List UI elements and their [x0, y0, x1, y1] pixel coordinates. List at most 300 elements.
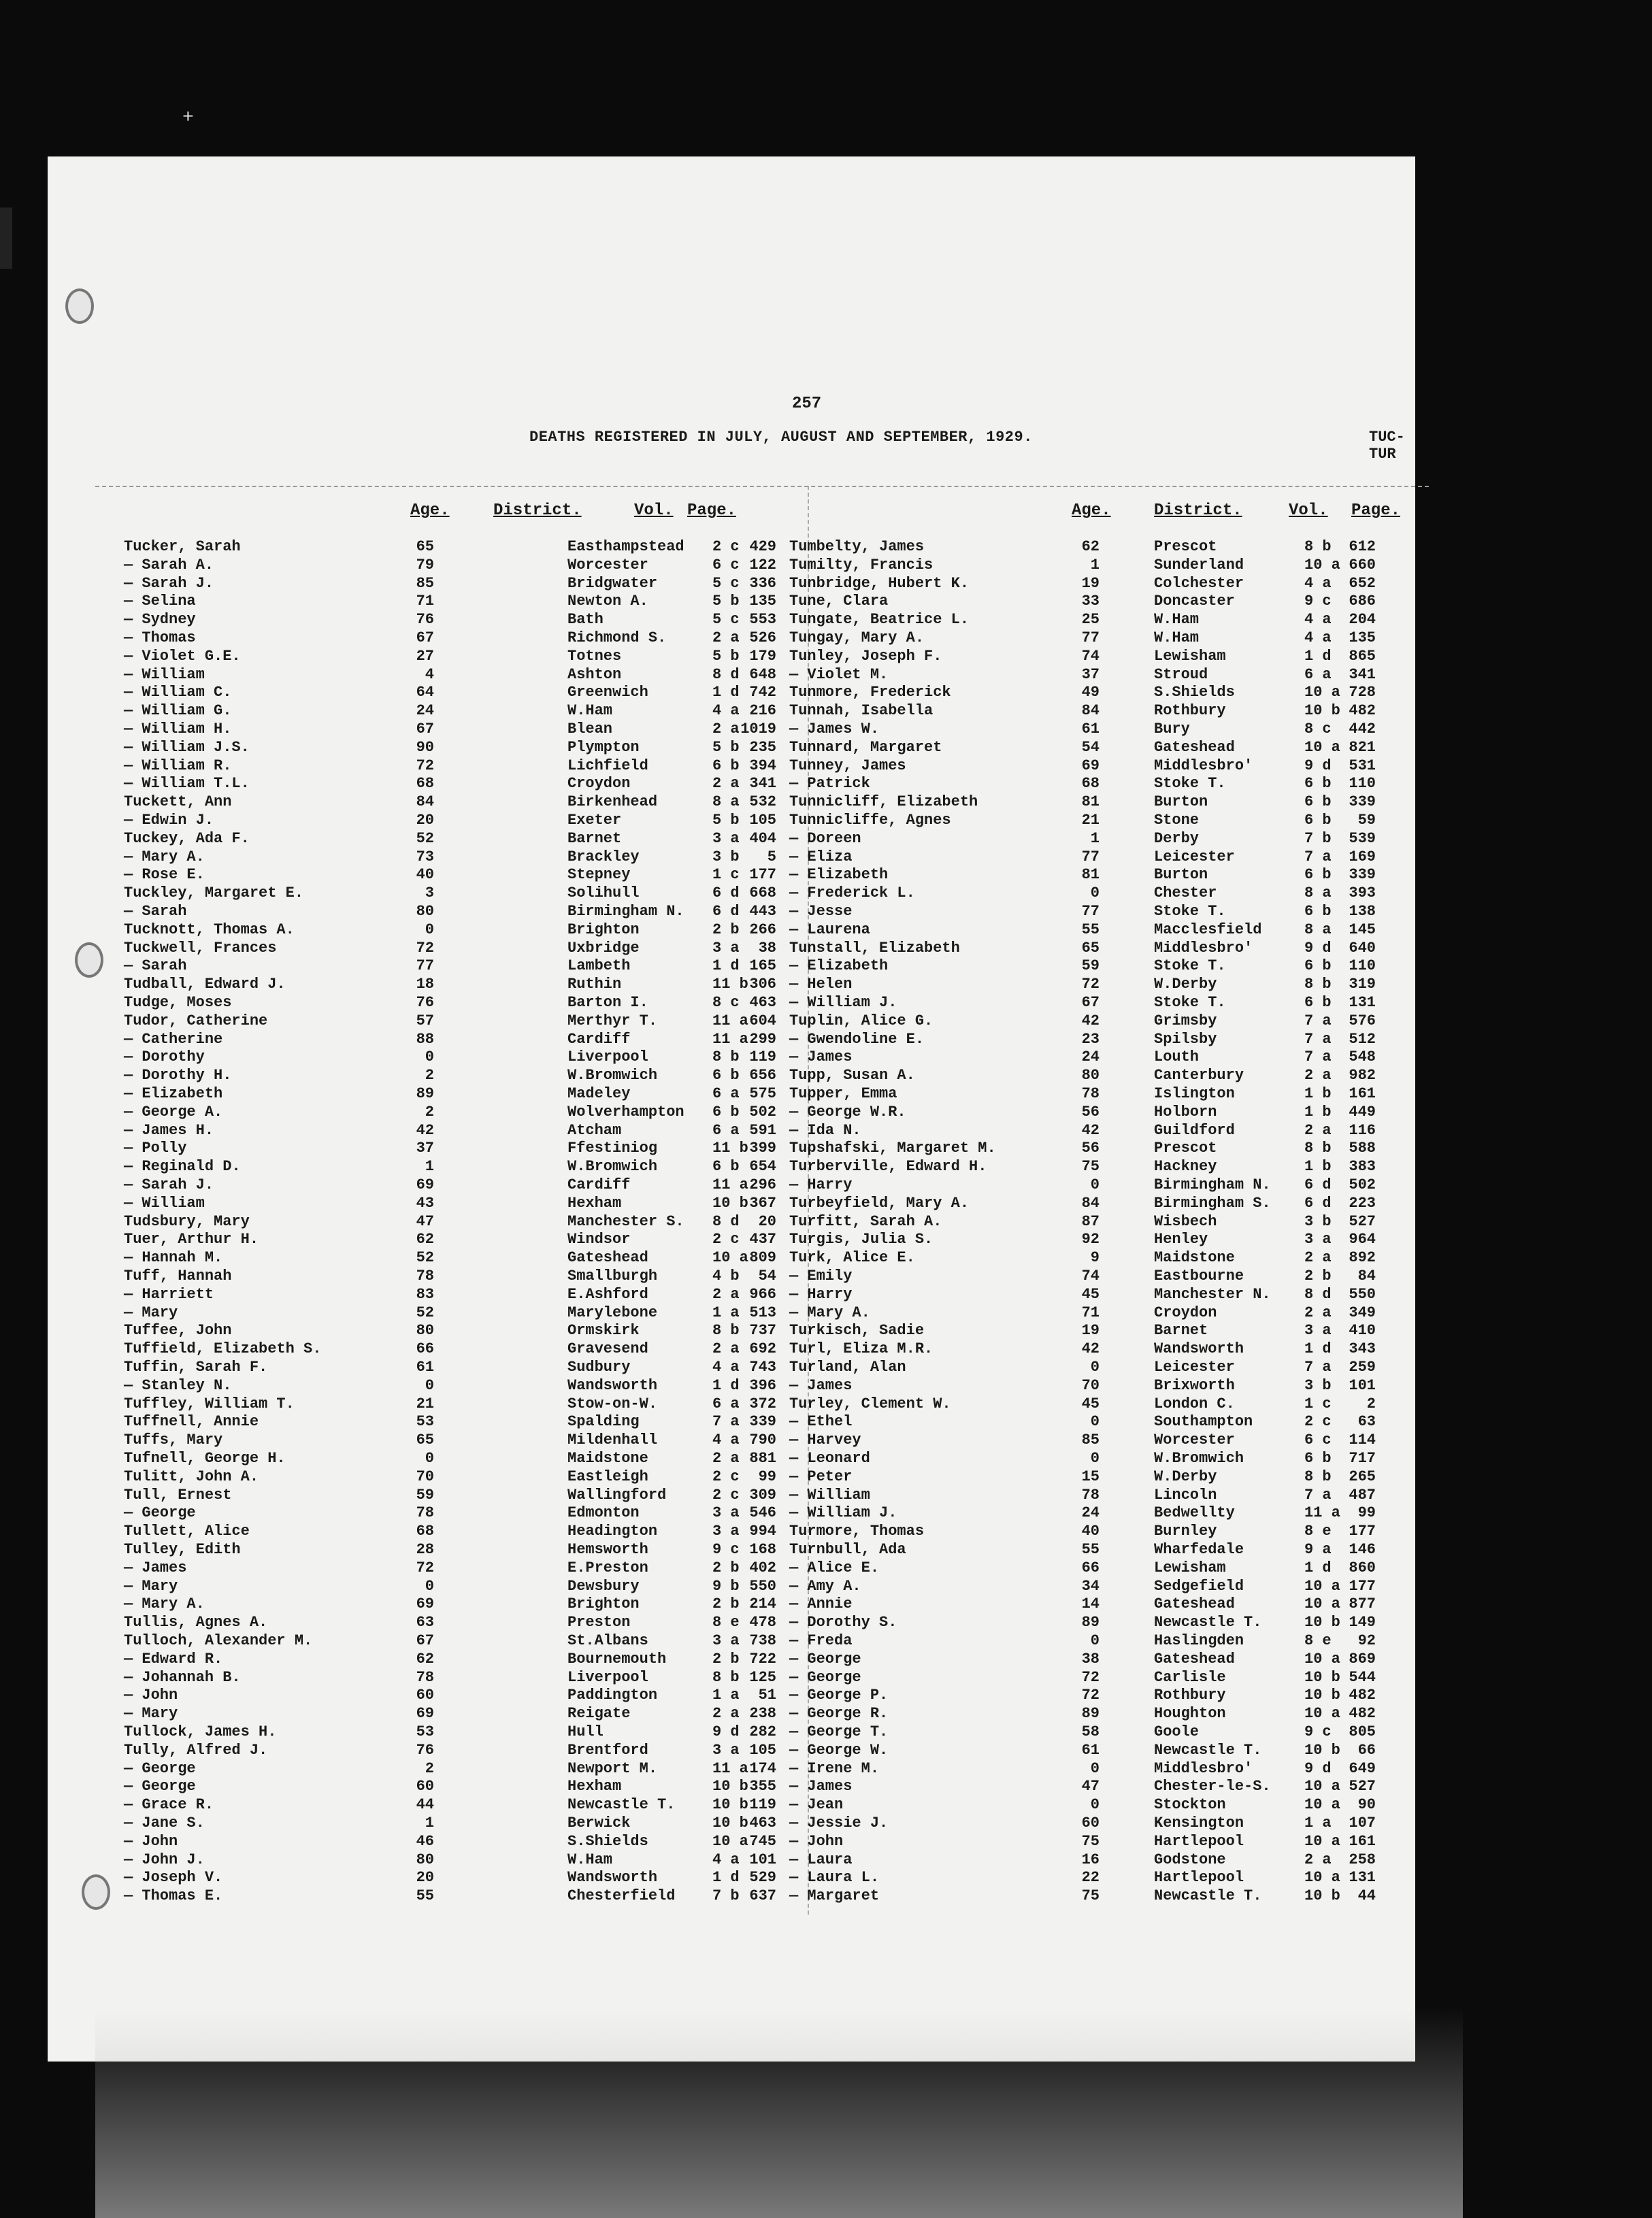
entry-name: — Elizabeth [789, 866, 889, 884]
entry-row [124, 1395, 782, 1414]
entry-vol: 8 e [1304, 1523, 1332, 1540]
entry-vol: 8 b [1304, 1140, 1332, 1157]
entry-district: Birmingham N. [567, 903, 684, 920]
punch-hole-icon [65, 288, 94, 324]
entry-vol: 1 d [712, 684, 740, 701]
entry-name: Tupper, Emma [789, 1085, 897, 1102]
entry-district: Blean [567, 721, 613, 738]
entry-vol: 7 b [1304, 829, 1332, 847]
entry-row [124, 1085, 782, 1104]
entry-district: Stockton [1154, 1796, 1226, 1814]
entry-age: 71 [1081, 1304, 1100, 1321]
entry-name: Tuckwell, Frances [124, 939, 277, 957]
entry-district: Hexham [567, 1194, 622, 1212]
entry-row [124, 1851, 782, 1870]
entry-district: Birkenhead [567, 793, 658, 811]
entry-vol: 8 b [712, 1322, 740, 1340]
entry-row [124, 848, 782, 867]
entry-page: 355 [749, 1778, 776, 1795]
entry-district: Goole [1154, 1723, 1200, 1740]
entry-district: Chester-le-S. [1154, 1778, 1271, 1795]
entry-district: Edmonton [567, 1504, 640, 1522]
entry-row [789, 702, 1381, 721]
entry-row [789, 848, 1381, 867]
entry-vol: 6 a [712, 1121, 740, 1139]
entry-name: — Dorothy H. [124, 1067, 232, 1085]
entry-vol: 10 b [1304, 702, 1340, 720]
entry-age: 43 [416, 1194, 434, 1212]
entry-page: 179 [749, 647, 776, 665]
entry-name: — Sarah [124, 903, 187, 920]
entry-name: — Edwin J. [124, 812, 214, 829]
entry-district: Liverpool [567, 1048, 648, 1066]
entry-district: Sunderland [1154, 556, 1244, 574]
entry-age: 65 [416, 538, 434, 555]
entry-vol: 9 a [1304, 1541, 1332, 1558]
entry-district: Bedwellty [1154, 1504, 1235, 1522]
entry-age: 84 [1081, 1194, 1100, 1212]
entry-page: 892 [1349, 1249, 1376, 1267]
entry-page: 463 [749, 1815, 776, 1832]
entry-district: W.Bromwich [567, 1067, 658, 1085]
entry-name: Tudsbury, Mary [124, 1212, 250, 1230]
entry-row [789, 903, 1381, 921]
entry-district: Stone [1154, 812, 1200, 829]
entry-vol: 2 a [1304, 1067, 1332, 1085]
entry-row [124, 1359, 782, 1377]
entry-district: Ormskirk [567, 1322, 640, 1340]
entry-page: 146 [1349, 1541, 1376, 1558]
entry-vol: 2 b [712, 921, 740, 938]
entry-age: 19 [1081, 1322, 1100, 1340]
entry-page: 576 [1349, 1012, 1376, 1029]
entry-age: 58 [1081, 1723, 1100, 1740]
entry-vol: 5 c [712, 611, 740, 629]
entry-district: Sudbury [567, 1359, 631, 1376]
entry-age: 65 [416, 1431, 434, 1449]
entry-row [789, 1067, 1381, 1085]
entry-name: — Sarah A. [124, 556, 214, 574]
entry-page: 341 [1349, 665, 1376, 683]
entry-vol: 10 b [712, 1194, 748, 1212]
entry-page: 640 [1349, 939, 1376, 957]
entry-name: — Patrick [789, 775, 870, 793]
entry-district: Stoke T. [1154, 775, 1226, 793]
entry-page: 92 [1357, 1632, 1376, 1649]
entry-age: 0 [1090, 1759, 1100, 1777]
entry-vol: 7 a [1304, 1048, 1332, 1066]
entry-vol: 8 b [1304, 1468, 1332, 1485]
entry-age: 61 [416, 1359, 434, 1376]
entry-district: Haslingden [1154, 1632, 1244, 1649]
entry-age: 76 [416, 994, 434, 1011]
entry-name: — Laura [789, 1851, 853, 1868]
entry-name: Tuffley, William T. [124, 1395, 295, 1412]
entry-page: 38 [758, 939, 776, 957]
entry-vol: 4 a [712, 702, 740, 720]
entry-vol: 10 b [712, 1796, 748, 1814]
entry-district: Sedgefield [1154, 1577, 1244, 1595]
entry-district: W.Derby [1154, 1468, 1217, 1485]
entry-row [789, 1504, 1381, 1523]
entry-name: Tuer, Arthur H. [124, 1231, 259, 1248]
entry-vol: 2 a [1304, 1851, 1332, 1868]
entry-vol: 10 b [712, 1778, 748, 1795]
entry-page: 131 [1349, 1869, 1376, 1887]
entry-name: — George [789, 1668, 861, 1686]
entry-page: 396 [749, 1376, 776, 1394]
entry-vol: 2 c [712, 538, 740, 555]
entry-name: — Mary [124, 1705, 178, 1723]
entry-page: 66 [1357, 1741, 1376, 1759]
entry-district: Wandsworth [567, 1869, 658, 1887]
entry-age: 37 [1081, 665, 1100, 683]
entry-age: 22 [1081, 1869, 1100, 1887]
entry-age: 55 [1081, 1541, 1100, 1558]
entry-vol: 6 b [1304, 903, 1332, 920]
entry-vol: 10 b [1304, 1887, 1340, 1905]
entry-name: — Violet G.E. [124, 647, 241, 665]
entry-row [124, 1158, 782, 1176]
entry-page: 63 [1357, 1413, 1376, 1431]
entry-age: 85 [416, 574, 434, 592]
entry-name: — William G. [124, 702, 232, 720]
entry-age: 74 [1081, 1268, 1100, 1285]
entry-row [124, 940, 782, 958]
entry-page: 2 [1366, 1395, 1376, 1412]
entry-page: 478 [749, 1614, 776, 1632]
entry-vol: 3 a [712, 1741, 740, 1759]
entry-row [789, 1723, 1381, 1742]
entry-row [789, 1851, 1381, 1870]
entry-row [789, 1815, 1381, 1833]
entry-age: 77 [1081, 629, 1100, 646]
entry-name: — Ida N. [789, 1121, 861, 1139]
entry-row [789, 757, 1381, 776]
entry-age: 68 [1081, 775, 1100, 793]
entry-district: Newcastle T. [1154, 1887, 1262, 1905]
entry-vol: 5 b [712, 593, 740, 610]
entry-page: 532 [749, 793, 776, 811]
entry-row [124, 866, 782, 884]
entry-name: Tudball, Edward J. [124, 976, 286, 993]
entry-name: — John [124, 1687, 178, 1704]
entry-name: — Helen [789, 976, 853, 993]
entry-page: 107 [1349, 1815, 1376, 1832]
entry-district: Newcastle T. [1154, 1741, 1262, 1759]
entry-district: Birmingham S. [1154, 1194, 1271, 1212]
entry-page: 99 [758, 1468, 776, 1485]
entry-page: 309 [749, 1486, 776, 1504]
entry-vol: 1 a [712, 1687, 740, 1704]
entry-page: 235 [749, 738, 776, 756]
entry-row [124, 1833, 782, 1851]
entry-age: 9 [1090, 1249, 1100, 1267]
entry-row [789, 1085, 1381, 1104]
entry-district: Leicester [1154, 1359, 1235, 1376]
entry-page: 135 [749, 593, 776, 610]
entry-age: 52 [416, 829, 434, 847]
entry-page: 336 [749, 574, 776, 592]
entry-district: Kensington [1154, 1815, 1244, 1832]
entry-age: 46 [416, 1832, 434, 1850]
entry-row [124, 1213, 782, 1231]
entry-page: 266 [749, 921, 776, 938]
entry-district: Wallingford [567, 1486, 667, 1504]
entry-vol: 8 b [712, 1668, 740, 1686]
entry-name: Tupp, Susan A. [789, 1067, 915, 1085]
entry-page: 5 [767, 848, 776, 865]
entry-age: 20 [416, 1869, 434, 1887]
entry-district: W.Ham [567, 1851, 613, 1868]
entry-row [789, 1833, 1381, 1851]
punch-hole-icon [82, 1874, 110, 1910]
entry-vol: 10 a [1304, 556, 1340, 574]
entry-page: 531 [1349, 757, 1376, 774]
entry-district: Stoke T. [1154, 903, 1226, 920]
entry-district: Barnet [567, 829, 622, 847]
entry-page: 341 [749, 775, 776, 793]
entry-name: — Sarah [124, 957, 187, 975]
entry-vol: 2 a [712, 775, 740, 793]
entry-district: Brighton [567, 921, 640, 938]
entry-vol: 8 d [712, 665, 740, 683]
entry-age: 69 [416, 1705, 434, 1723]
entry-district: Henley [1154, 1231, 1208, 1248]
entry-row [789, 1031, 1381, 1049]
entry-vol: 2 b [1304, 1268, 1332, 1285]
entry-age: 0 [425, 1577, 434, 1595]
entry-page: 20 [758, 1212, 776, 1230]
entry-page: 550 [749, 1577, 776, 1595]
entry-name: Tunstall, Elizabeth [789, 939, 960, 957]
entry-age: 71 [416, 593, 434, 610]
entry-row [789, 557, 1381, 575]
entry-name: — Jessie J. [789, 1815, 889, 1832]
entry-row [124, 1578, 782, 1596]
entry-district: Hackney [1154, 1158, 1217, 1176]
entry-row [124, 739, 782, 757]
entry-row [124, 1742, 782, 1760]
entry-row [789, 1578, 1381, 1596]
entry-age: 89 [1081, 1614, 1100, 1632]
entry-district: Eastbourne [1154, 1268, 1244, 1285]
entry-name: — Polly [124, 1140, 187, 1157]
entry-row [789, 830, 1381, 848]
entry-row [124, 1487, 782, 1505]
entry-district: Carlisle [1154, 1668, 1226, 1686]
entry-age: 67 [416, 721, 434, 738]
entry-age: 28 [416, 1541, 434, 1558]
entry-row [789, 593, 1381, 611]
entry-page: 526 [749, 629, 776, 646]
entry-page: 383 [1349, 1158, 1376, 1176]
entry-district: Gateshead [1154, 1595, 1235, 1613]
entry-row [124, 1304, 782, 1323]
entry-name: — George R. [789, 1705, 889, 1723]
entry-vol: 2 b [712, 1559, 740, 1576]
entry-vol: 1 d [1304, 1340, 1332, 1358]
entry-age: 87 [1081, 1212, 1100, 1230]
entry-age: 72 [1081, 1668, 1100, 1686]
entry-vol: 11 a [1304, 1504, 1340, 1522]
entry-age: 24 [1081, 1504, 1100, 1522]
entry-district: Lewisham [1154, 647, 1226, 665]
entry-name: — Hannah M. [124, 1249, 223, 1267]
entry-name: — Thomas E. [124, 1887, 223, 1905]
entry-name: — Irene M. [789, 1759, 880, 1777]
entry-page: 722 [749, 1650, 776, 1668]
entry-name: — Harvey [789, 1431, 861, 1449]
entry-vol: 6 b [1304, 812, 1332, 829]
entry-district: Berwick [567, 1815, 631, 1832]
entry-age: 56 [1081, 1103, 1100, 1121]
entry-vol: 8 b [712, 1048, 740, 1066]
entry-page: 394 [749, 757, 776, 774]
entry-age: 67 [1081, 994, 1100, 1011]
entry-district: Croydon [567, 775, 631, 793]
entry-row [124, 775, 782, 793]
entry-district: Stepney [567, 866, 631, 884]
entry-age: 78 [416, 1268, 434, 1285]
entry-row [789, 1796, 1381, 1815]
entry-age: 27 [416, 647, 434, 665]
entry-vol: 10 a [1304, 1796, 1340, 1814]
entry-district: Manchester N. [1154, 1285, 1271, 1303]
entry-page: 59 [1357, 812, 1376, 829]
entry-name: — Dorothy [124, 1048, 205, 1066]
entry-district: W.Ham [1154, 629, 1200, 646]
entry-district: Spalding [567, 1413, 640, 1431]
entry-page: 527 [1349, 1778, 1376, 1795]
entry-age: 72 [416, 1559, 434, 1576]
entry-age: 78 [416, 1668, 434, 1686]
entry-age: 0 [1090, 884, 1100, 902]
entry-page: 717 [1349, 1450, 1376, 1467]
entry-name: Tuckey, Ada F. [124, 829, 250, 847]
entry-age: 84 [416, 793, 434, 811]
entry-name: — William J. [789, 1504, 897, 1522]
entry-row [124, 812, 782, 830]
entry-vol: 7 a [1304, 1012, 1332, 1029]
entry-row [789, 666, 1381, 684]
entry-page: 101 [1349, 1376, 1376, 1394]
entry-age: 40 [416, 866, 434, 884]
entry-page: 110 [1349, 957, 1376, 975]
entry-row [789, 721, 1381, 739]
entry-vol: 8 c [1304, 721, 1332, 738]
entry-age: 47 [416, 1212, 434, 1230]
entry-vol: 10 a [1304, 738, 1340, 756]
entry-age: 33 [1081, 593, 1100, 610]
entry-district: Newport M. [567, 1759, 658, 1777]
entry-age: 72 [416, 939, 434, 957]
entry-name: — Grace R. [124, 1796, 214, 1814]
entry-age: 2 [425, 1759, 434, 1777]
entry-name: — Eliza [789, 848, 853, 865]
entry-vol: 3 b [1304, 1376, 1332, 1394]
entry-vol: 1 d [712, 1376, 740, 1394]
entry-age: 0 [425, 1376, 434, 1394]
entry-district: W.Derby [1154, 976, 1217, 993]
entry-age: 42 [1081, 1121, 1100, 1139]
entry-district: Hartlepool [1154, 1869, 1244, 1887]
entry-age: 73 [416, 848, 434, 865]
entry-page: 177 [1349, 1523, 1376, 1540]
entry-name: — George [789, 1650, 861, 1668]
entry-page: 131 [1349, 994, 1376, 1011]
entry-vol: 6 b [1304, 1450, 1332, 1467]
entry-page: 449 [1349, 1103, 1376, 1121]
entry-name: — Violet M. [789, 665, 889, 683]
entry-age: 65 [1081, 939, 1100, 957]
entry-row [124, 994, 782, 1012]
entry-vol: 8 a [1304, 921, 1332, 938]
entry-district: Windsor [567, 1231, 631, 1248]
entry-district: Hemsworth [567, 1541, 648, 1558]
entry-vol: 3 a [712, 939, 740, 957]
entry-name: Tuplin, Alice G. [789, 1012, 934, 1029]
entry-name: Tuckley, Margaret E. [124, 884, 304, 902]
entry-age: 60 [416, 1687, 434, 1704]
entry-age: 45 [1081, 1395, 1100, 1412]
entry-name: — Amy A. [789, 1577, 861, 1595]
entry-age: 75 [1081, 1832, 1100, 1850]
entry-age: 1 [1090, 829, 1100, 847]
entry-vol: 10 b [1304, 1741, 1340, 1759]
entry-name: — Ethel [789, 1413, 853, 1431]
entry-age: 80 [416, 1851, 434, 1868]
entry-row [124, 557, 782, 575]
entry-name: Tulley, Edith [124, 1541, 241, 1558]
entry-page: 513 [749, 1304, 776, 1321]
entry-vol: 10 a [1304, 1869, 1340, 1887]
entry-district: S.Shields [1154, 684, 1235, 701]
entry-district: Maidstone [1154, 1249, 1235, 1267]
entry-row [124, 702, 782, 721]
entry-vol: 1 d [712, 957, 740, 975]
entry-vol: 6 d [712, 884, 740, 902]
entry-age: 0 [1090, 1359, 1100, 1376]
entry-row [124, 1413, 782, 1431]
entry-age: 84 [1081, 702, 1100, 720]
entry-row [124, 1450, 782, 1468]
entry-name: — Mary [124, 1577, 178, 1595]
entry-age: 62 [416, 1231, 434, 1248]
entry-row [124, 1067, 782, 1085]
entry-name: — William H. [124, 721, 232, 738]
entry-vol: 3 a [1304, 1231, 1332, 1248]
entry-row [124, 1669, 782, 1687]
entry-vol: 9 c [712, 1541, 740, 1558]
entry-vol: 1 c [1304, 1395, 1332, 1412]
entry-age: 59 [1081, 957, 1100, 975]
entry-page: 1019 [740, 721, 776, 738]
entry-district: Wolverhampton [567, 1103, 684, 1121]
entry-vol: 9 c [1304, 593, 1332, 610]
entry-vol: 10 a [1304, 1595, 1340, 1613]
entry-page: 99 [1357, 1504, 1376, 1522]
entry-district: Madeley [567, 1085, 631, 1102]
entry-page: 482 [1349, 1687, 1376, 1704]
entry-vol: 7 a [1304, 1030, 1332, 1048]
entry-row [124, 793, 782, 812]
entry-vol: 6 b [1304, 957, 1332, 975]
entry-age: 72 [416, 757, 434, 774]
entry-page: 265 [1349, 1468, 1376, 1485]
entry-vol: 3 b [1304, 1212, 1332, 1230]
entry-row [789, 884, 1381, 903]
